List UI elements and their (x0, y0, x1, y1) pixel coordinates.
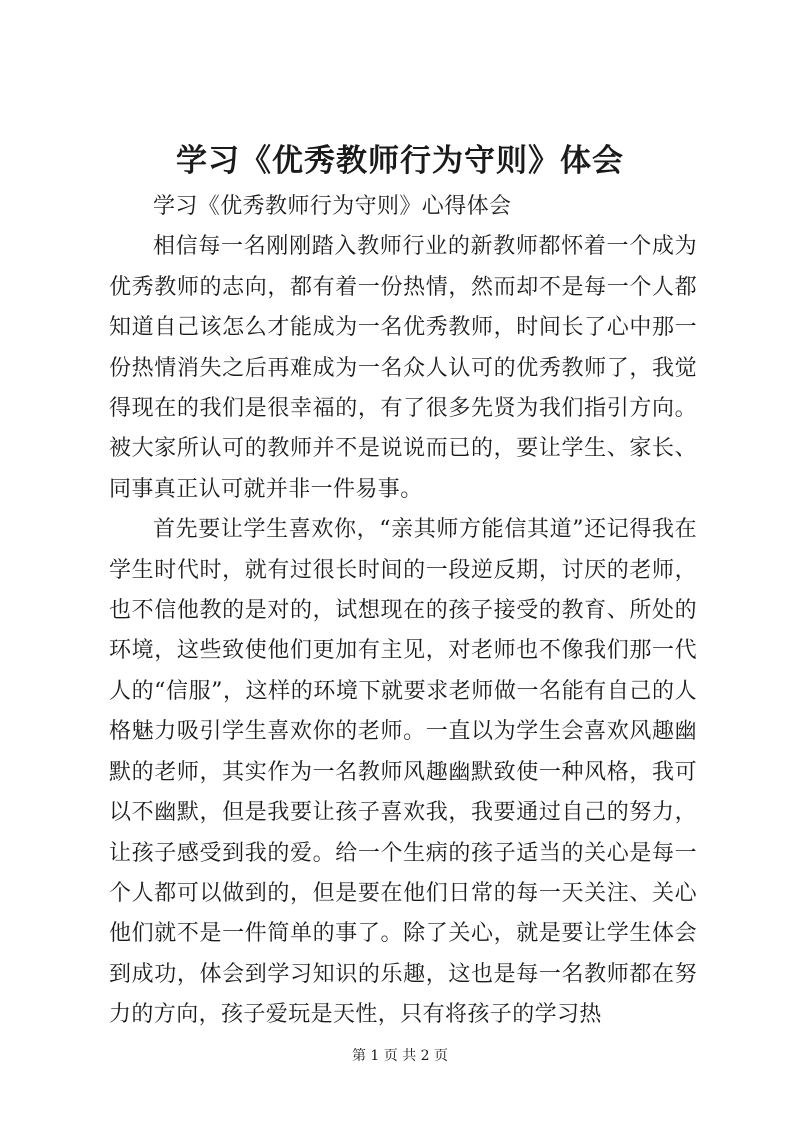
page-number-footer: 第 1 页 共 2 页 (351, 1048, 449, 1064)
body-paragraph-1: 相信每一名刚刚踏入教师行业的新教师都怀着一个成为优秀教师的志向，都有着一份热情，然而却不是每一个人都知道自己该怎么才能成为一名优秀教师，时间长了心中那一份热情消失之后再难成为一名众人认可的优秀教师了，我觉得现在的我们是很幸福的，有了很多先贤为我们指引方向。被大家所认可的教师并不是说说而已的，要让学生、家长、同事真正认可就并非一件易事。 (109, 234, 697, 502)
document-subtitle: 学习《优秀教师行为守则》心得体会 (153, 194, 512, 219)
document-body (109, 187, 697, 1036)
body-paragraph-2: 首先要让学生喜欢你，“亲其师方能信其道”还记得我在学生时代时，就有过很长时间的一段逆反期，讨厌的老师，也不信他教的是对的，试想现在的孩子接受的教育、所处的环境，这些致使他们更加有主见，对老师也不像我们那一代人的“信服”，这样的环境下就要求老师做一名能有自己的人格魅力吸引学生喜欢你的老师。一直以为学生会喜欢风趣幽默的老师，其实作为一名教师风趣幽默致使一种风格，我可以不幽默，但是我要让孩子喜欢我，我要通过自己的努力，让孩子感受到我的爱。给一个生病的孩子适当的关心是每一个人都可以做到的，但是要在他们日常的每一天关注、关心他们就不是一件简单的事了。除了关心，就是要让学生体会到成功，体会到学习知识的乐趣，这也是每一名教师都在努力的方向，孩子爱玩是天性，只有将孩子的学习热 (109, 517, 697, 1028)
document-title: 学习《优秀教师行为守则》体会 (176, 143, 624, 179)
